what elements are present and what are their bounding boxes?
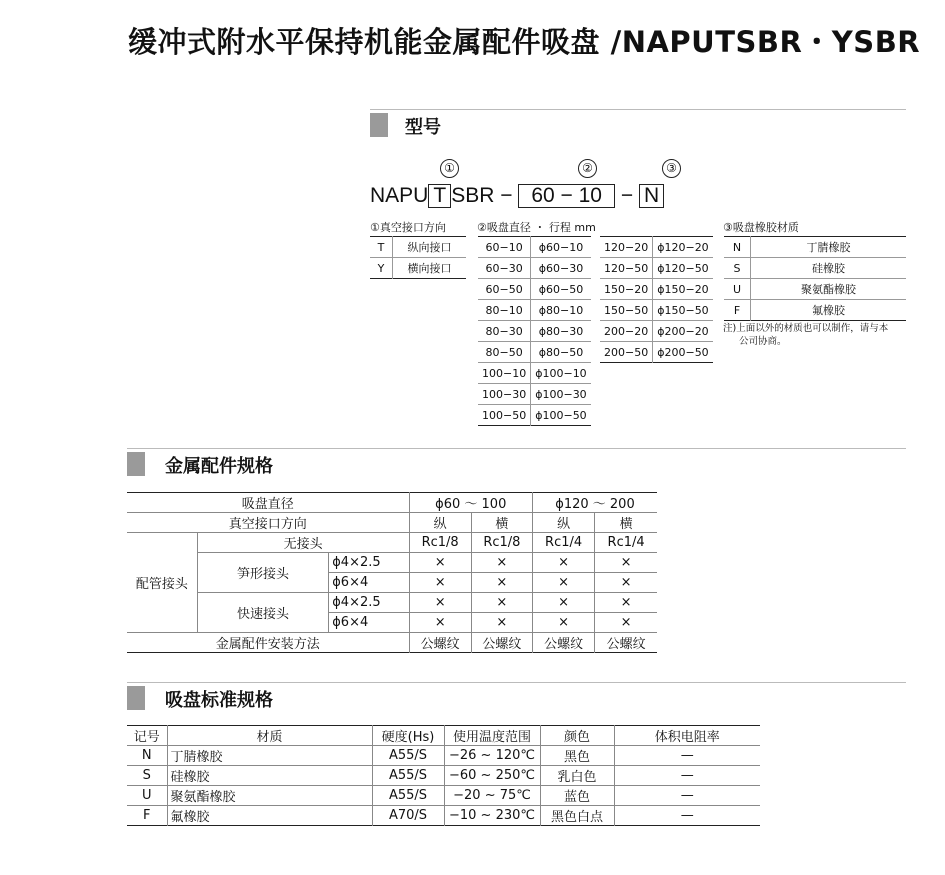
table-row (127, 513, 657, 533)
table-row (600, 321, 713, 342)
table-row (127, 593, 657, 613)
table-row (478, 321, 591, 342)
table-row (370, 258, 466, 279)
cell: ϕ6×4 (329, 573, 409, 593)
cell: × (471, 573, 532, 593)
table-row (600, 279, 713, 300)
material-options-table (724, 236, 906, 321)
table-row (127, 806, 760, 826)
table-row (127, 553, 657, 573)
section-marker (127, 686, 145, 710)
size-code: 100−10 (478, 363, 531, 384)
size-code: 200−50 (600, 342, 653, 363)
port-code: Y (370, 258, 393, 279)
material-label: 硅橡胶 (751, 258, 907, 279)
size-label: ϕ60−10 (531, 237, 591, 258)
cell: × (471, 613, 532, 633)
table-row (724, 237, 906, 258)
size-label: ϕ120−50 (653, 258, 713, 279)
port-caption: ①真空接口方向 (370, 221, 446, 234)
section-marker (370, 113, 388, 137)
material-label: 聚氨酯橡胶 (751, 279, 907, 300)
cell: 氟橡胶 (167, 806, 372, 826)
marker-2: ② (578, 159, 597, 178)
table-row (127, 766, 760, 786)
table-row (600, 342, 713, 363)
code-port-box: T (428, 184, 451, 208)
port-options-table (370, 236, 466, 279)
code-material-box: N (639, 184, 664, 208)
cell: × (595, 613, 657, 633)
material-code: F (724, 300, 751, 321)
size-label: ϕ150−20 (653, 279, 713, 300)
table-row (724, 279, 906, 300)
table-row (127, 746, 760, 766)
size-code: 100−30 (478, 384, 531, 405)
size-label: ϕ150−50 (653, 300, 713, 321)
size-label: ϕ60−50 (531, 279, 591, 300)
table-row (127, 786, 760, 806)
table-row (600, 300, 713, 321)
size-code: 200−20 (600, 321, 653, 342)
material-code: N (732, 240, 742, 254)
port-label: 纵向接口 (393, 237, 467, 258)
cell: 黑色 (540, 746, 614, 766)
size-code: 80−10 (478, 300, 531, 321)
table-row (478, 363, 591, 384)
size-code: 60−30 (478, 258, 531, 279)
table-row (478, 342, 591, 363)
cell: A55/S (372, 766, 444, 786)
size-code: 120−50 (600, 258, 653, 279)
cell: −60 ~ 250℃ (444, 766, 540, 786)
cell: — (614, 766, 760, 786)
cell: 公螺纹 (595, 633, 657, 653)
material-label: 丁腈橡胶 (751, 237, 907, 258)
mount-label: 金属配件安装方法 (127, 633, 409, 653)
table-row (478, 258, 591, 279)
cell: × (532, 553, 594, 573)
material-note (723, 322, 888, 348)
table-row (478, 384, 591, 405)
material-label: 氟橡胶 (751, 300, 907, 321)
cell: × (595, 573, 657, 593)
cell: — (614, 806, 760, 826)
code-prefix: NAPU (370, 184, 429, 207)
column-header: 使用温度范围 (444, 726, 540, 746)
cell: A70/S (372, 806, 444, 826)
cell: −10 ~ 230℃ (444, 806, 540, 826)
size-label: ϕ100−10 (531, 363, 591, 384)
cell: 公螺纹 (409, 633, 471, 653)
cell: Rc1/8 (409, 533, 471, 553)
cell: Rc1/4 (595, 533, 657, 553)
table-row (478, 405, 591, 426)
code-dash: − (500, 184, 513, 207)
size-table-2 (600, 236, 713, 363)
size-label: ϕ80−10 (531, 300, 591, 321)
table-row (370, 237, 466, 258)
table-row (127, 726, 760, 746)
table-row (600, 258, 713, 279)
table-row (127, 633, 657, 653)
cell: N (127, 746, 167, 766)
size-code: 80−50 (478, 342, 531, 363)
cell: × (409, 573, 471, 593)
marker-3: ③ (662, 159, 681, 178)
column-header: 记号 (127, 726, 167, 746)
port-label: 横向接口 (393, 258, 467, 279)
no-fitting-label: 无接头 (197, 533, 409, 553)
cell: × (409, 613, 471, 633)
cell: F (127, 806, 167, 826)
marker-1: ① (440, 159, 459, 178)
material-caption: ③吸盘橡胶材质 (723, 221, 799, 234)
section-marker (127, 452, 145, 476)
cell: 黑色白点 (540, 806, 614, 826)
size-label: ϕ100−50 (531, 405, 591, 426)
cell: 丁腈橡胶 (167, 746, 372, 766)
size-label: ϕ120−20 (653, 237, 713, 258)
pad-spec-table (127, 725, 760, 826)
cell: × (595, 593, 657, 613)
diameter-label: 吸盘直径 (127, 493, 409, 513)
size-code: 60−10 (485, 240, 523, 254)
column-header: 材质 (167, 726, 372, 746)
size-label: ϕ60−30 (531, 258, 591, 279)
cell: 纵 (532, 513, 594, 533)
pad-heading: 吸盘标准规格 (165, 690, 273, 711)
note-line: 公司协商。 (739, 336, 787, 347)
cell: 横 (471, 513, 532, 533)
size-code: 80−30 (478, 321, 531, 342)
size-code: 120−20 (604, 240, 649, 254)
column-header: 颜色 (540, 726, 614, 746)
cell: ϕ4×2.5 (329, 593, 409, 613)
cell: × (532, 593, 594, 613)
table-row (724, 300, 906, 321)
cell: × (471, 593, 532, 613)
cell: × (471, 553, 532, 573)
size-label: ϕ80−30 (531, 321, 591, 342)
cell: × (532, 573, 594, 593)
cell: ϕ6×4 (329, 613, 409, 633)
material-code: S (724, 258, 751, 279)
size-label: ϕ200−50 (653, 342, 713, 363)
cell: ϕ4×2.5 (329, 553, 409, 573)
cell: 纵 (409, 513, 471, 533)
column-header: 体积电阻率 (614, 726, 760, 746)
cell: × (409, 593, 471, 613)
diameter-range: ϕ60 ～ 100 (409, 493, 532, 513)
column-header: 硬度(Hs) (372, 726, 444, 746)
fittings-spec-table (127, 492, 657, 653)
cell: 横 (595, 513, 657, 533)
cell: 聚氨酯橡胶 (167, 786, 372, 806)
size-label: ϕ80−50 (531, 342, 591, 363)
code-dash: − (620, 184, 634, 207)
pipe-group-label: 配管接头 (127, 533, 197, 633)
note-line: 注)上面以外的材质也可以制作，请与本 (723, 323, 889, 334)
table-row (127, 533, 657, 553)
port-code: T (377, 240, 385, 254)
port-direction-label: 真空接口方向 (127, 513, 409, 533)
table-row (478, 279, 591, 300)
page-title: 缓冲式附水平保持机能金属配件吸盘 /NAPUTSBR・YSBR (128, 25, 921, 59)
cell: — (614, 746, 760, 766)
cell: A55/S (372, 746, 444, 766)
cell: A55/S (372, 786, 444, 806)
code-size-box: 60 − 10 (518, 184, 615, 208)
section-rule (127, 682, 906, 683)
cell: 公螺纹 (471, 633, 532, 653)
size-label: ϕ200−20 (653, 321, 713, 342)
material-code: U (724, 279, 751, 300)
size-code: 60−50 (478, 279, 531, 300)
cell: 蓝色 (540, 786, 614, 806)
table-row (478, 237, 591, 258)
fittings-heading: 金属配件规格 (165, 456, 273, 477)
size-code: 100−50 (478, 405, 531, 426)
section-rule (370, 109, 906, 110)
size-code: 150−50 (600, 300, 653, 321)
cell: × (532, 613, 594, 633)
cell: 公螺纹 (532, 633, 594, 653)
size-caption: ②吸盘直径 ・ 行程 mm (477, 221, 596, 234)
cell: S (127, 766, 167, 786)
barb-fitting-label: 笋形接头 (197, 553, 328, 593)
cell: — (614, 786, 760, 806)
size-table-1 (478, 236, 591, 426)
cell: U (127, 786, 167, 806)
quick-fitting-label: 快速接头 (197, 593, 328, 633)
diameter-range: ϕ120 ～ 200 (532, 493, 657, 513)
cell: × (409, 553, 471, 573)
table-row (724, 258, 906, 279)
cell: 乳白色 (540, 766, 614, 786)
cell: Rc1/8 (471, 533, 532, 553)
cell: −20 ~ 75℃ (444, 786, 540, 806)
table-row (127, 493, 657, 513)
cell: × (595, 553, 657, 573)
model-code (370, 184, 664, 208)
model-heading: 型号 (405, 117, 441, 138)
cell: 硅橡胶 (167, 766, 372, 786)
cell: Rc1/4 (532, 533, 594, 553)
table-row (600, 237, 713, 258)
cell: −26 ~ 120℃ (444, 746, 540, 766)
code-mid: SBR (451, 184, 495, 207)
size-label: ϕ100−30 (531, 384, 591, 405)
size-code: 150−20 (600, 279, 653, 300)
section-rule (127, 448, 906, 449)
table-row (478, 300, 591, 321)
